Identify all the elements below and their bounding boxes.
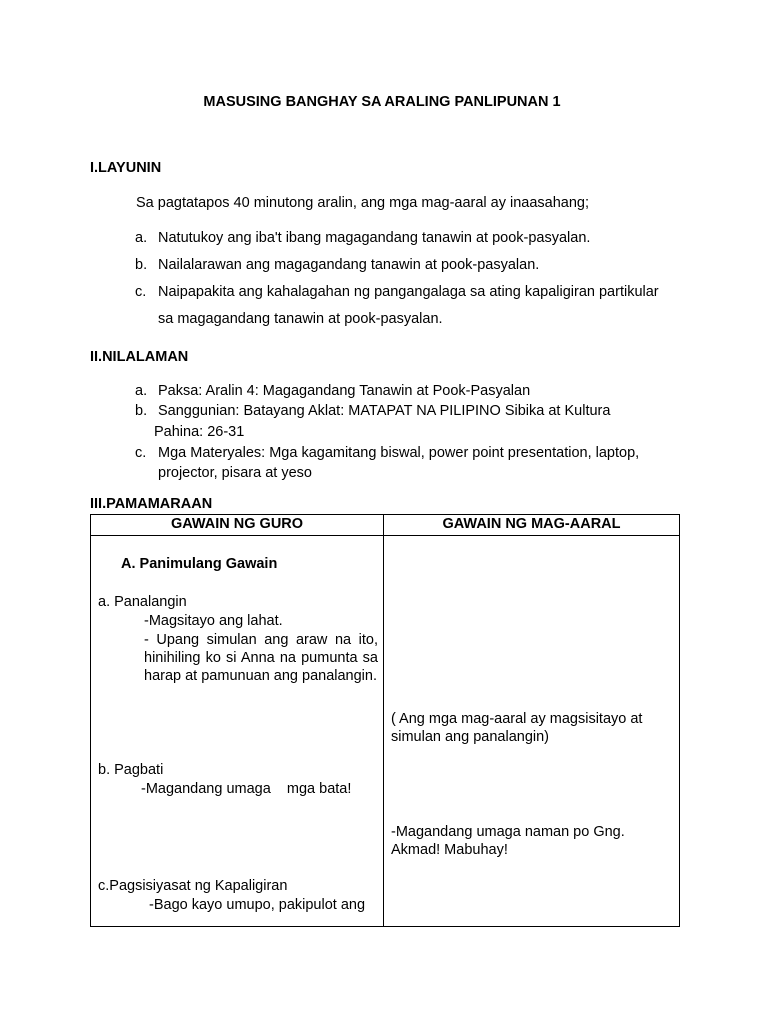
guro-cell bbox=[91, 536, 384, 927]
list-item: Nailalarawan ang magagandang tanawin at pook-pasyalan. bbox=[158, 257, 540, 273]
list-marker: a. bbox=[135, 383, 148, 399]
panimulang-gawain-heading: A. Panimulang Gawain bbox=[121, 556, 278, 572]
panalangin-line: -Magsitayo ang lahat. bbox=[144, 613, 283, 629]
column-header-aaral: GAWAIN NG MAG-AARAL bbox=[384, 515, 680, 536]
pagsisiyasat-label: c.Pagsisiyasat ng Kapaligiran bbox=[98, 878, 288, 894]
layunin-intro: Sa pagtatapos 40 minutong aralin, ang mga mag-aaral ay inaasahang; bbox=[136, 195, 590, 211]
list-item: Paksa: Aralin 4: Magagandang Tanawin at Pook-Pasyalan bbox=[158, 383, 531, 399]
activity-table bbox=[90, 514, 680, 927]
list-item: Naipapakita ang kahalagahan ng pangangalaga sa ating kapaligiran partikular bbox=[158, 284, 659, 300]
list-item-continuation: projector, pisara at yeso bbox=[158, 465, 312, 481]
list-item: Natutukoy ang iba't ibang magagandang tanawin at pook-pasyalan. bbox=[158, 230, 591, 246]
list-item: Mga Materyales: Mga kagamitang biswal, power point presentation, laptop, bbox=[158, 445, 640, 461]
list-marker: b. bbox=[135, 403, 148, 419]
table-row bbox=[91, 536, 680, 927]
document-title: MASUSING BANGHAY SA ARALING PANLIPUNAN 1 bbox=[203, 94, 561, 110]
aaral-response-pagbati: -Magandang umaga naman po Gng. Akmad! Mabuhay! bbox=[391, 824, 625, 858]
list-marker: b. bbox=[135, 257, 148, 273]
panalangin-label: a. Panalangin bbox=[98, 594, 187, 610]
pagbati-line: -Magandang umaga mga bata! bbox=[141, 781, 352, 797]
list-marker: a. bbox=[135, 230, 148, 246]
panalangin-paragraph: - Upang simulan ang araw na ito, hinihiling ko si Anna na pumunta sa harap at pamunuan ang panalangin. bbox=[144, 632, 378, 684]
aaral-response-panalangin: ( Ang mga mag-aaral ay magsisitayo at simulan ang panalangin) bbox=[391, 711, 643, 745]
section-heading-pamamaraan: III.PAMAMARAAN bbox=[90, 496, 213, 512]
section-heading-nilalaman: II.NILALAMAN bbox=[90, 349, 189, 365]
list-item-continuation: sa magagandang tanawin at pook-pasyalan. bbox=[158, 311, 443, 327]
list-marker: c. bbox=[135, 284, 147, 300]
column-header-guro: GAWAIN NG GURO bbox=[91, 515, 384, 536]
section-heading-layunin: I.LAYUNIN bbox=[90, 160, 162, 176]
list-item-continuation: Pahina: 26-31 bbox=[154, 424, 245, 440]
list-item: Sanggunian: Batayang Aklat: MATAPAT NA PILIPINO Sibika at Kultura bbox=[158, 403, 611, 419]
list-marker: c. bbox=[135, 445, 147, 461]
table-header-row bbox=[91, 515, 680, 536]
aaral-cell bbox=[384, 536, 680, 927]
pagbati-label: b. Pagbati bbox=[98, 762, 164, 778]
pagsisiyasat-line: -Bago kayo umupo, pakipulot ang bbox=[149, 897, 366, 913]
